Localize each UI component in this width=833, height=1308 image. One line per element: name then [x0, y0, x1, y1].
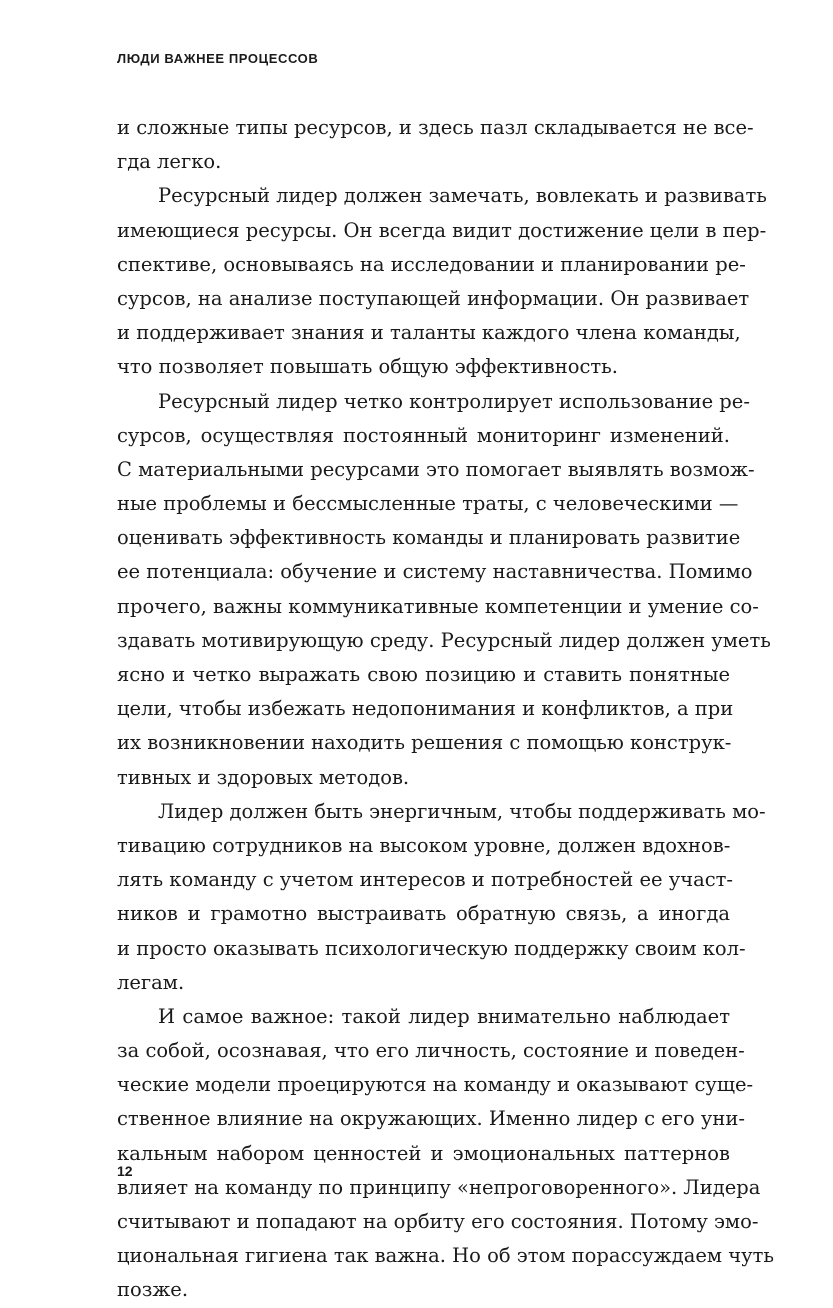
text-line: имеющиеся ресурсы. Он всегда видит достижение цели в пер-	[117, 218, 767, 242]
body-text	[117, 111, 775, 1308]
text-line: Лидер должен быть энергичным, чтобы поддерживать мо-	[158, 799, 766, 823]
text-line: их возникновении находить решения с помощью конструк-	[117, 731, 732, 755]
running-header: ЛЮДИ ВАЖНЕЕ ПРОЦЕССОВ	[117, 51, 319, 66]
text-line: Ресурсный лидер четко контролирует использование ре-	[158, 389, 750, 413]
text-line: тивных и здоровых методов.	[117, 765, 410, 789]
text-line: лять команду с учетом интересов и потребностей ее участ-	[117, 868, 734, 892]
text-line: И самое важное: такой лидер внимательно наблюдает	[158, 1004, 730, 1028]
text-line: ее потенциала: обучение и систему наставничества. Помимо	[117, 560, 753, 584]
text-line: влияет на команду по принципу «непроговоренного». Лидера	[117, 1175, 761, 1199]
paragraph	[117, 179, 767, 384]
paragraph	[117, 795, 766, 1000]
text-line: циональная гигиена так важна. Но об этом порассуждаем чуть	[117, 1244, 775, 1268]
paragraph	[117, 111, 754, 179]
paragraph	[117, 385, 771, 795]
text-line: гда легко.	[117, 150, 222, 174]
text-line: сурсов, осуществляя постоянный мониторинг изменений.	[117, 423, 730, 447]
text-line: считывают и попадают на орбиту его состояния. Потому эмо-	[117, 1210, 759, 1233]
text-line: ческие модели проецируются на команду и оказывают суще-	[117, 1073, 754, 1097]
text-line: и поддерживает знания и таланты каждого члена команды,	[117, 321, 741, 345]
text-line: цели, чтобы избежать недопонимания и конфликтов, а при	[117, 697, 734, 721]
text-line: спективе, основываясь на исследовании и планировании ре-	[117, 252, 746, 276]
text-line: что позволяет повышать общую эффективность.	[117, 355, 618, 379]
text-line: здавать мотивирующую среду. Ресурсный лидер должен уметь	[117, 628, 771, 652]
text-line: ников и грамотно выстраивать обратную связь, а иногда	[117, 902, 730, 926]
text-line: ственное влияние на окружающих. Именно лидер с его уни-	[117, 1107, 745, 1131]
text-line: за собой, осознавая, что его личность, состояние и поведен-	[117, 1039, 745, 1063]
text-line: позже.	[117, 1278, 189, 1302]
page-number: 12	[117, 1163, 133, 1179]
text-line: ные проблемы и бессмысленные траты, с человеческими —	[117, 492, 739, 516]
text-line: кальным набором ценностей и эмоциональных паттернов	[117, 1141, 730, 1165]
text-line: легам.	[117, 970, 185, 994]
text-line: Ресурсный лидер должен замечать, вовлекать и развивать	[158, 184, 767, 208]
text-line: ясно и четко выражать свою позицию и ставить понятные	[117, 663, 730, 686]
text-line: сурсов, на анализе поступающей информации. Он развивает	[117, 286, 750, 310]
text-line: тивацию сотрудников на высоком уровне, должен вдохнов-	[117, 833, 731, 857]
paragraph	[117, 1000, 775, 1308]
text-line: прочего, важны коммуникативные компетенции и умение со-	[117, 594, 759, 618]
text-line: оценивать эффективность команды и планировать развитие	[117, 526, 741, 550]
text-line: С материальными ресурсами это помогает выявлять возмож-	[117, 457, 755, 481]
text-line: и сложные типы ресурсов, и здесь пазл складывается не все-	[117, 116, 754, 139]
text-line: и просто оказывать психологическую поддержку своим кол-	[117, 936, 746, 960]
